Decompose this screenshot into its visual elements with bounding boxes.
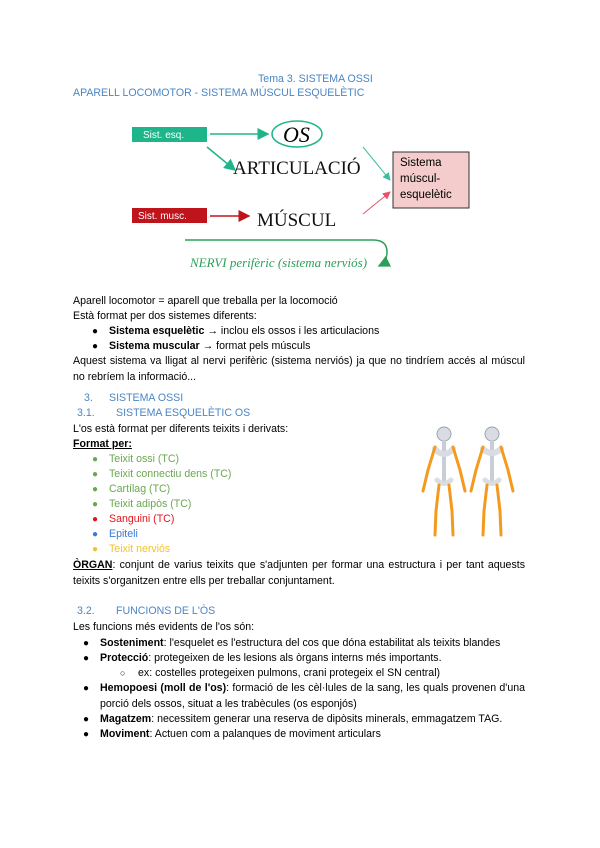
function-term: Protecció: [100, 652, 149, 664]
locomotor-diagram: [125, 112, 485, 282]
list-item: ● Teixit nerviós: [92, 543, 171, 555]
document-subtitle: APARELL LOCOMOTOR - SISTEMA MÚSCUL ESQUELÈTIC: [73, 87, 365, 99]
function-desc: : l'esquelet es l'estructura del cos que dóna estabilitat als teixits blandes: [163, 637, 501, 649]
function-term: Moviment: [100, 728, 150, 740]
list-item: ● Teixit ossi (TC): [92, 453, 180, 465]
section-3-title: SISTEMA OSSI: [109, 392, 184, 404]
list-item: ○ ex: costelles protegeixen pulmons, crani protegeix el SN central): [120, 667, 441, 679]
function-desc: : formació de les cèl·lules de la sang, les quals provenen d'una porció dels ossos, situat a les trabècules (os esponjós): [100, 682, 526, 710]
section-3-1-title: SISTEMA ESQUELÈTIC OS: [116, 407, 251, 419]
function-term: Sosteniment: [100, 637, 164, 649]
skeleton-image: [418, 425, 520, 542]
list-item: ● Teixit connectiu dens (TC): [92, 468, 232, 480]
list-item: ● Teixit adipòs (TC): [92, 498, 192, 510]
skeleton-illustration: [418, 425, 520, 542]
format-per-label: Format per:: [73, 438, 132, 450]
sist-musc-label: Sist. musc.: [138, 211, 187, 222]
list-item: ● Epiteli: [92, 528, 138, 540]
organ-text: : conjunt de varius teixits que s'adjunten per formar una estructura i per tant aquests teixits s'organitzen entre ells per treballar conjuntament.: [73, 559, 525, 587]
function-desc: : protegeixen de les lesions als òrgans interns més importants.: [148, 652, 442, 664]
section-3-2-number: 3.2.: [77, 605, 95, 617]
function-desc: : Actuen com a palanques de moviment articulars: [149, 728, 381, 740]
system-desc: → inclou els ossos i les articulacions: [204, 325, 380, 337]
os-label: OS: [283, 122, 310, 147]
nervi-label: NERVI perifèric (sistema nerviós): [190, 255, 368, 270]
list-item: ● Protecció: protegeixen de les lesions als òrgans interns més importants.: [83, 652, 442, 664]
arrow-muscul-to-sistema: [363, 192, 390, 214]
section-3-2-title: FUNCIONS DE L'ÒS: [116, 605, 216, 617]
function-desc: : necessitem generar una reserva de dipòsits minerals, emmagatzem TAG.: [151, 713, 503, 725]
section-3-1-number: 3.1.: [77, 407, 95, 419]
function-term: Magatzem: [100, 713, 152, 725]
format-line: Està format per dos sistemes diferents:: [73, 310, 257, 322]
muscul-label: MÚSCUL: [257, 210, 337, 231]
system-desc: → format pels músculs: [199, 340, 311, 352]
function-hemopoesi: ● Hemopoesi (moll de l'os): formació de les cèl·lules de la sang, les quals provenen d'una porció dels ossos, situat a les trabècules (os esponjós): [83, 682, 526, 710]
functions-intro: Les funcions més evidents de l'os són:: [73, 621, 255, 633]
function-term: Hemopoesi (moll de l'os): [100, 682, 227, 694]
system-term: Sistema muscular: [109, 340, 200, 352]
document-topic: Tema 3. SISTEMA OSSI: [258, 73, 373, 85]
list-item: ● Sistema esquelètic → inclou els ossos i les articulacions: [92, 325, 380, 337]
sistema-line-3: esquelètic: [400, 189, 452, 201]
sist-esq-label: Sist. esq.: [143, 130, 185, 141]
function-desc: ex: costelles protegeixen pulmons, crani protegeix el SN central): [138, 667, 441, 679]
list-item: ● Cartílag (TC): [92, 483, 171, 495]
list-item: ● Sanguini (TC): [92, 513, 175, 525]
list-item: ● Sosteniment: l'esquelet es l'estructura del cos que dóna estabilitat als teixits blandes: [83, 637, 501, 649]
organ-definition: [73, 558, 525, 589]
list-item: ● Sistema muscular → format pels músculs: [92, 340, 311, 352]
organ-term: ÒRGAN: [73, 559, 113, 571]
bone-intro: L'os està format per diferents teixits i derivats:: [73, 423, 289, 435]
list-item: ● Magatzem: necessitem generar una reserva de dipòsits minerals, emmagatzem TAG.: [83, 713, 503, 725]
articulacio-label: ARTICULACIÓ: [233, 158, 361, 179]
arrow-to-articulacio: [207, 147, 235, 170]
sistema-line-1: Sistema: [400, 157, 442, 169]
arrow-os-to-sistema: [363, 147, 390, 180]
section-3-number: 3.: [84, 392, 93, 404]
nerve-paragraph: Aquest sistema va lligat al nervi perifèric (sistema nerviós) ja que no tindríem accés al múscul no rebríem la informació...: [73, 355, 525, 383]
sistema-line-2: múscul-: [400, 173, 441, 185]
list-item: ● Moviment: Actuen com a palanques de moviment articulars: [83, 728, 381, 740]
system-term: Sistema esquelètic: [109, 325, 205, 337]
locomotor-definition: Aparell locomotor = aparell que treballa per la locomoció: [73, 295, 338, 307]
diagram-canvas: [125, 112, 485, 282]
